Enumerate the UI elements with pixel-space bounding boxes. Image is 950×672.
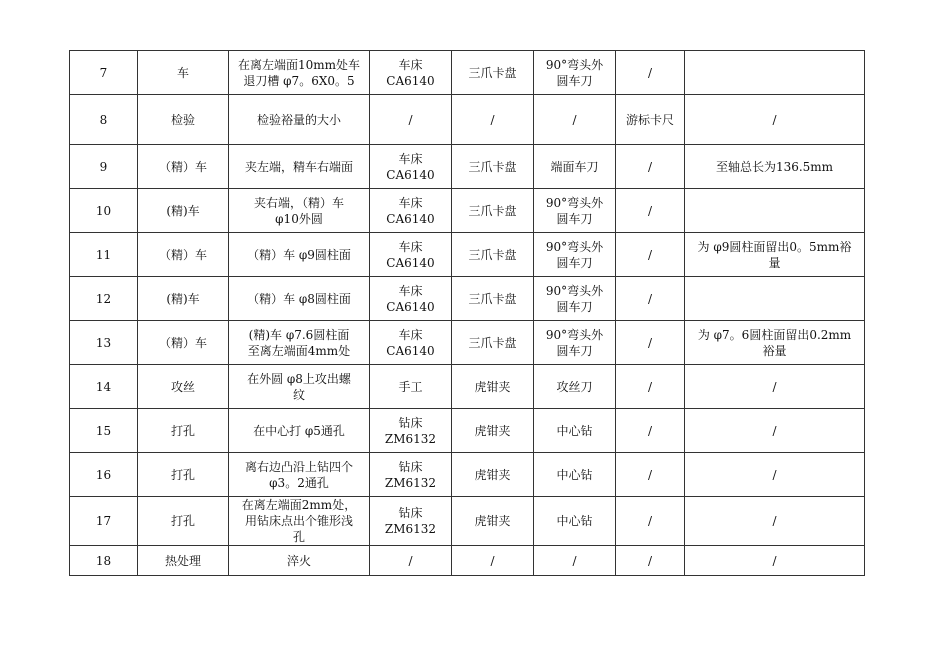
- cell-operation-name: [138, 409, 229, 453]
- cell-measuring-tool: [616, 233, 685, 277]
- cell-machine-tool: [370, 497, 452, 546]
- table-row: [70, 189, 865, 233]
- cell-machine-tool: [370, 189, 452, 233]
- cell-operation-content: [229, 51, 370, 95]
- fixture-text: /: [490, 553, 495, 568]
- cell-measuring-tool: [616, 95, 685, 145]
- cell-remarks: [685, 321, 865, 365]
- cell-measuring-tool: [616, 277, 685, 321]
- fixture-text: 虎钳夹: [474, 514, 511, 528]
- cell-remarks: [685, 453, 865, 497]
- operation-name-text: 打孔: [170, 514, 195, 528]
- cell-operation-content: [229, 453, 370, 497]
- machine-tool-text: 钻床 ZM6132: [384, 415, 437, 446]
- cell-machine-tool: [370, 145, 452, 189]
- cell-cutting-tool: [534, 321, 616, 365]
- cell-machine-tool: [370, 365, 452, 409]
- operation-name-text: 攻丝: [170, 379, 195, 394]
- fixture-text: 三爪卡盘: [468, 203, 517, 218]
- table-row: [70, 233, 865, 277]
- cell-machine-tool: [370, 409, 452, 453]
- cell-operation-content: [229, 365, 370, 409]
- cell-fixture: [452, 233, 534, 277]
- step-number-text: 18: [95, 553, 112, 568]
- cell-cutting-tool: [534, 95, 616, 145]
- operation-content-text: 在中心打 φ5通孔: [253, 423, 345, 438]
- cell-step-number: [70, 453, 138, 497]
- cell-measuring-tool: [616, 546, 685, 576]
- cell-cutting-tool: [534, 453, 616, 497]
- cell-operation-content: [229, 497, 370, 546]
- machine-tool-text: 手工: [398, 379, 423, 394]
- remarks-text: 至轴总长为136.5mm: [715, 159, 834, 174]
- cell-remarks: [685, 365, 865, 409]
- cutting-tool-text: 90°弯头外 圆车刀: [545, 57, 604, 88]
- cell-cutting-tool: [534, 409, 616, 453]
- cell-cutting-tool: [534, 189, 616, 233]
- cutting-tool-text: 90°弯头外 圆车刀: [545, 195, 604, 226]
- remarks-text: /: [772, 467, 777, 482]
- fixture-text: 三爪卡盘: [468, 247, 517, 262]
- cell-machine-tool: [370, 233, 452, 277]
- cell-cutting-tool: [534, 145, 616, 189]
- cell-measuring-tool: [616, 497, 685, 546]
- cell-fixture: [452, 365, 534, 409]
- cell-operation-name: [138, 321, 229, 365]
- cell-remarks: [685, 51, 865, 95]
- step-number-text: 16: [95, 467, 112, 482]
- table-row: [70, 365, 865, 409]
- step-number-text: 12: [95, 291, 112, 306]
- step-number-text: 9: [99, 159, 108, 174]
- measuring-tool-text: /: [647, 65, 653, 80]
- fixture-text: 三爪卡盘: [468, 159, 517, 174]
- cell-fixture: [452, 145, 534, 189]
- machine-tool-text: 车床 CA6140: [386, 283, 435, 314]
- operation-content-text: 在外圆 φ8上攻出螺 纹: [247, 371, 351, 402]
- cutting-tool-text: /: [572, 553, 577, 568]
- cell-measuring-tool: [616, 189, 685, 233]
- cell-step-number: [70, 546, 138, 576]
- operation-name-text: （精）车: [158, 159, 207, 174]
- operation-content-text: 夹右端，（精）车 φ10外圆: [253, 195, 344, 226]
- measuring-tool-text: /: [647, 423, 653, 438]
- cell-fixture: [452, 189, 534, 233]
- fixture-text: /: [490, 112, 495, 127]
- cell-fixture: [452, 409, 534, 453]
- cell-step-number: [70, 145, 138, 189]
- cutting-tool-text: 中心钻: [556, 423, 593, 438]
- remarks-text: /: [772, 553, 777, 568]
- measuring-tool-text: /: [647, 203, 653, 218]
- fixture-text: 虎钳夹: [474, 379, 511, 394]
- cutting-tool-text: 90°弯头外 圆车刀: [545, 239, 604, 270]
- measuring-tool-text: /: [647, 514, 653, 528]
- machine-tool-text: 车床 CA6140: [386, 57, 435, 88]
- cell-step-number: [70, 233, 138, 277]
- table-row: [70, 145, 865, 189]
- cell-step-number: [70, 277, 138, 321]
- cell-step-number: [70, 497, 138, 546]
- cell-operation-name: [138, 546, 229, 576]
- measuring-tool-text: /: [647, 159, 653, 174]
- cell-machine-tool: [370, 95, 452, 145]
- operation-content-text: 检验裕量的大小: [256, 112, 341, 127]
- cell-remarks: [685, 497, 865, 546]
- step-number-text: 10: [95, 203, 112, 218]
- cell-cutting-tool: [534, 497, 616, 546]
- step-number-text: 13: [95, 335, 112, 350]
- cell-remarks: [685, 145, 865, 189]
- operation-name-text: （精）车: [158, 335, 207, 350]
- cell-remarks: [685, 189, 865, 233]
- operation-name-text: 车: [176, 65, 189, 80]
- operation-name-text: (精)车: [166, 291, 200, 306]
- cutting-tool-text: 中心钻: [556, 514, 593, 528]
- operation-content-text: 在离左端面10mm处车 退刀槽 φ7。6X0。5: [237, 57, 361, 88]
- cell-step-number: [70, 321, 138, 365]
- cell-operation-content: [229, 233, 370, 277]
- cell-machine-tool: [370, 51, 452, 95]
- cutting-tool-text: /: [572, 112, 577, 127]
- cell-step-number: [70, 409, 138, 453]
- measuring-tool-text: /: [647, 247, 653, 262]
- machine-tool-text: /: [408, 112, 413, 127]
- cell-step-number: [70, 365, 138, 409]
- cell-cutting-tool: [534, 277, 616, 321]
- cell-fixture: [452, 95, 534, 145]
- cell-operation-name: [138, 145, 229, 189]
- measuring-tool-text: /: [647, 553, 653, 568]
- cell-operation-content: [229, 95, 370, 145]
- operation-name-text: （精）车: [158, 247, 207, 262]
- cell-fixture: [452, 453, 534, 497]
- cell-operation-content: [229, 546, 370, 576]
- cell-step-number: [70, 95, 138, 145]
- operation-content-text: 离右边凸沿上钻四个 φ3。2通孔: [244, 459, 353, 490]
- cell-measuring-tool: [616, 453, 685, 497]
- machine-tool-text: /: [408, 553, 413, 568]
- cell-operation-content: [229, 277, 370, 321]
- measuring-tool-text: /: [647, 379, 653, 394]
- table-row: [70, 546, 865, 576]
- cell-machine-tool: [370, 321, 452, 365]
- table-row: [70, 409, 865, 453]
- remarks-text: /: [772, 423, 777, 438]
- measuring-tool-text: /: [647, 335, 653, 350]
- cell-measuring-tool: [616, 321, 685, 365]
- remarks-text: /: [772, 514, 777, 528]
- operation-name-text: 打孔: [170, 423, 195, 438]
- cell-operation-name: [138, 365, 229, 409]
- operation-content-text: 夹左端，精车右端面: [244, 159, 353, 174]
- cell-remarks: [685, 233, 865, 277]
- machine-tool-text: 车床 CA6140: [386, 327, 435, 358]
- cell-fixture: [452, 546, 534, 576]
- cell-machine-tool: [370, 546, 452, 576]
- table-row: [70, 277, 865, 321]
- operation-content-text: （精）车 φ8圆柱面: [247, 291, 351, 306]
- table-row: [70, 453, 865, 497]
- table-row: [70, 95, 865, 145]
- machine-tool-text: 钻床 ZM6132: [384, 459, 437, 490]
- table-body: [70, 51, 865, 576]
- step-number-text: 8: [99, 112, 108, 127]
- cell-cutting-tool: [534, 365, 616, 409]
- cell-step-number: [70, 189, 138, 233]
- operation-name-text: 热处理: [164, 553, 201, 568]
- remarks-text: /: [772, 112, 777, 127]
- operation-content-text: (精)车 φ7.6圆柱面 至离左端面4mm处: [247, 327, 351, 358]
- cell-machine-tool: [370, 453, 452, 497]
- machine-tool-text: 车床 CA6140: [386, 195, 435, 226]
- cell-operation-content: [229, 409, 370, 453]
- cell-operation-name: [138, 453, 229, 497]
- measuring-tool-text: /: [647, 467, 653, 482]
- cell-cutting-tool: [534, 51, 616, 95]
- step-number-text: 11: [95, 247, 112, 262]
- cutting-tool-text: 端面车刀: [550, 159, 599, 174]
- cutting-tool-text: 90°弯头外 圆车刀: [545, 327, 604, 358]
- machine-tool-text: 车床 CA6140: [386, 239, 435, 270]
- cutting-tool-text: 90°弯头外 圆车刀: [545, 283, 604, 314]
- fixture-text: 虎钳夹: [474, 467, 511, 482]
- cell-measuring-tool: [616, 365, 685, 409]
- table-row: [70, 497, 865, 546]
- process-table: [69, 50, 865, 576]
- cell-fixture: [452, 497, 534, 546]
- operation-content-text: 淬火: [286, 553, 311, 568]
- cell-cutting-tool: [534, 546, 616, 576]
- cell-operation-content: [229, 189, 370, 233]
- machine-tool-text: 钻床 ZM6132: [384, 506, 437, 536]
- cell-measuring-tool: [616, 145, 685, 189]
- operation-name-text: 检验: [170, 112, 195, 127]
- cell-operation-name: [138, 51, 229, 95]
- cell-step-number: [70, 51, 138, 95]
- machine-tool-text: 车床 CA6140: [386, 151, 435, 182]
- cell-operation-content: [229, 321, 370, 365]
- cell-remarks: [685, 546, 865, 576]
- cell-fixture: [452, 51, 534, 95]
- remarks-text: 为 φ7。6圆柱面留出0.2mm 裕量: [697, 327, 852, 358]
- step-number-text: 17: [95, 514, 112, 528]
- step-number-text: 14: [95, 379, 112, 394]
- cell-remarks: [685, 95, 865, 145]
- operation-content-text: （精）车 φ9圆柱面: [247, 247, 351, 262]
- cell-operation-name: [138, 277, 229, 321]
- cell-cutting-tool: [534, 233, 616, 277]
- fixture-text: 三爪卡盘: [468, 65, 517, 80]
- table-row: [70, 51, 865, 95]
- cutting-tool-text: 攻丝刀: [556, 379, 593, 394]
- cell-machine-tool: [370, 277, 452, 321]
- fixture-text: 三爪卡盘: [468, 291, 517, 306]
- table-row: [70, 321, 865, 365]
- cell-fixture: [452, 321, 534, 365]
- cell-measuring-tool: [616, 409, 685, 453]
- step-number-text: 15: [95, 423, 112, 438]
- operation-name-text: (精)车: [166, 203, 200, 218]
- cell-operation-name: [138, 497, 229, 546]
- operation-content-text: 在离左端面2mm处， 用钻床点出个锥形浅 孔: [241, 498, 357, 544]
- cell-remarks: [685, 277, 865, 321]
- step-number-text: 7: [99, 65, 108, 80]
- cell-fixture: [452, 277, 534, 321]
- fixture-text: 虎钳夹: [474, 423, 511, 438]
- cell-operation-name: [138, 233, 229, 277]
- cell-operation-name: [138, 95, 229, 145]
- cutting-tool-text: 中心钻: [556, 467, 593, 482]
- remarks-text: /: [772, 379, 777, 394]
- operation-name-text: 打孔: [170, 467, 195, 482]
- remarks-text: 为 φ9圆柱面留出0。5mm裕 量: [697, 239, 852, 270]
- cell-remarks: [685, 409, 865, 453]
- measuring-tool-text: /: [647, 291, 653, 306]
- cell-operation-content: [229, 145, 370, 189]
- measuring-tool-text: 游标卡尺: [625, 112, 674, 127]
- cell-measuring-tool: [616, 51, 685, 95]
- cell-operation-name: [138, 189, 229, 233]
- fixture-text: 三爪卡盘: [468, 335, 517, 350]
